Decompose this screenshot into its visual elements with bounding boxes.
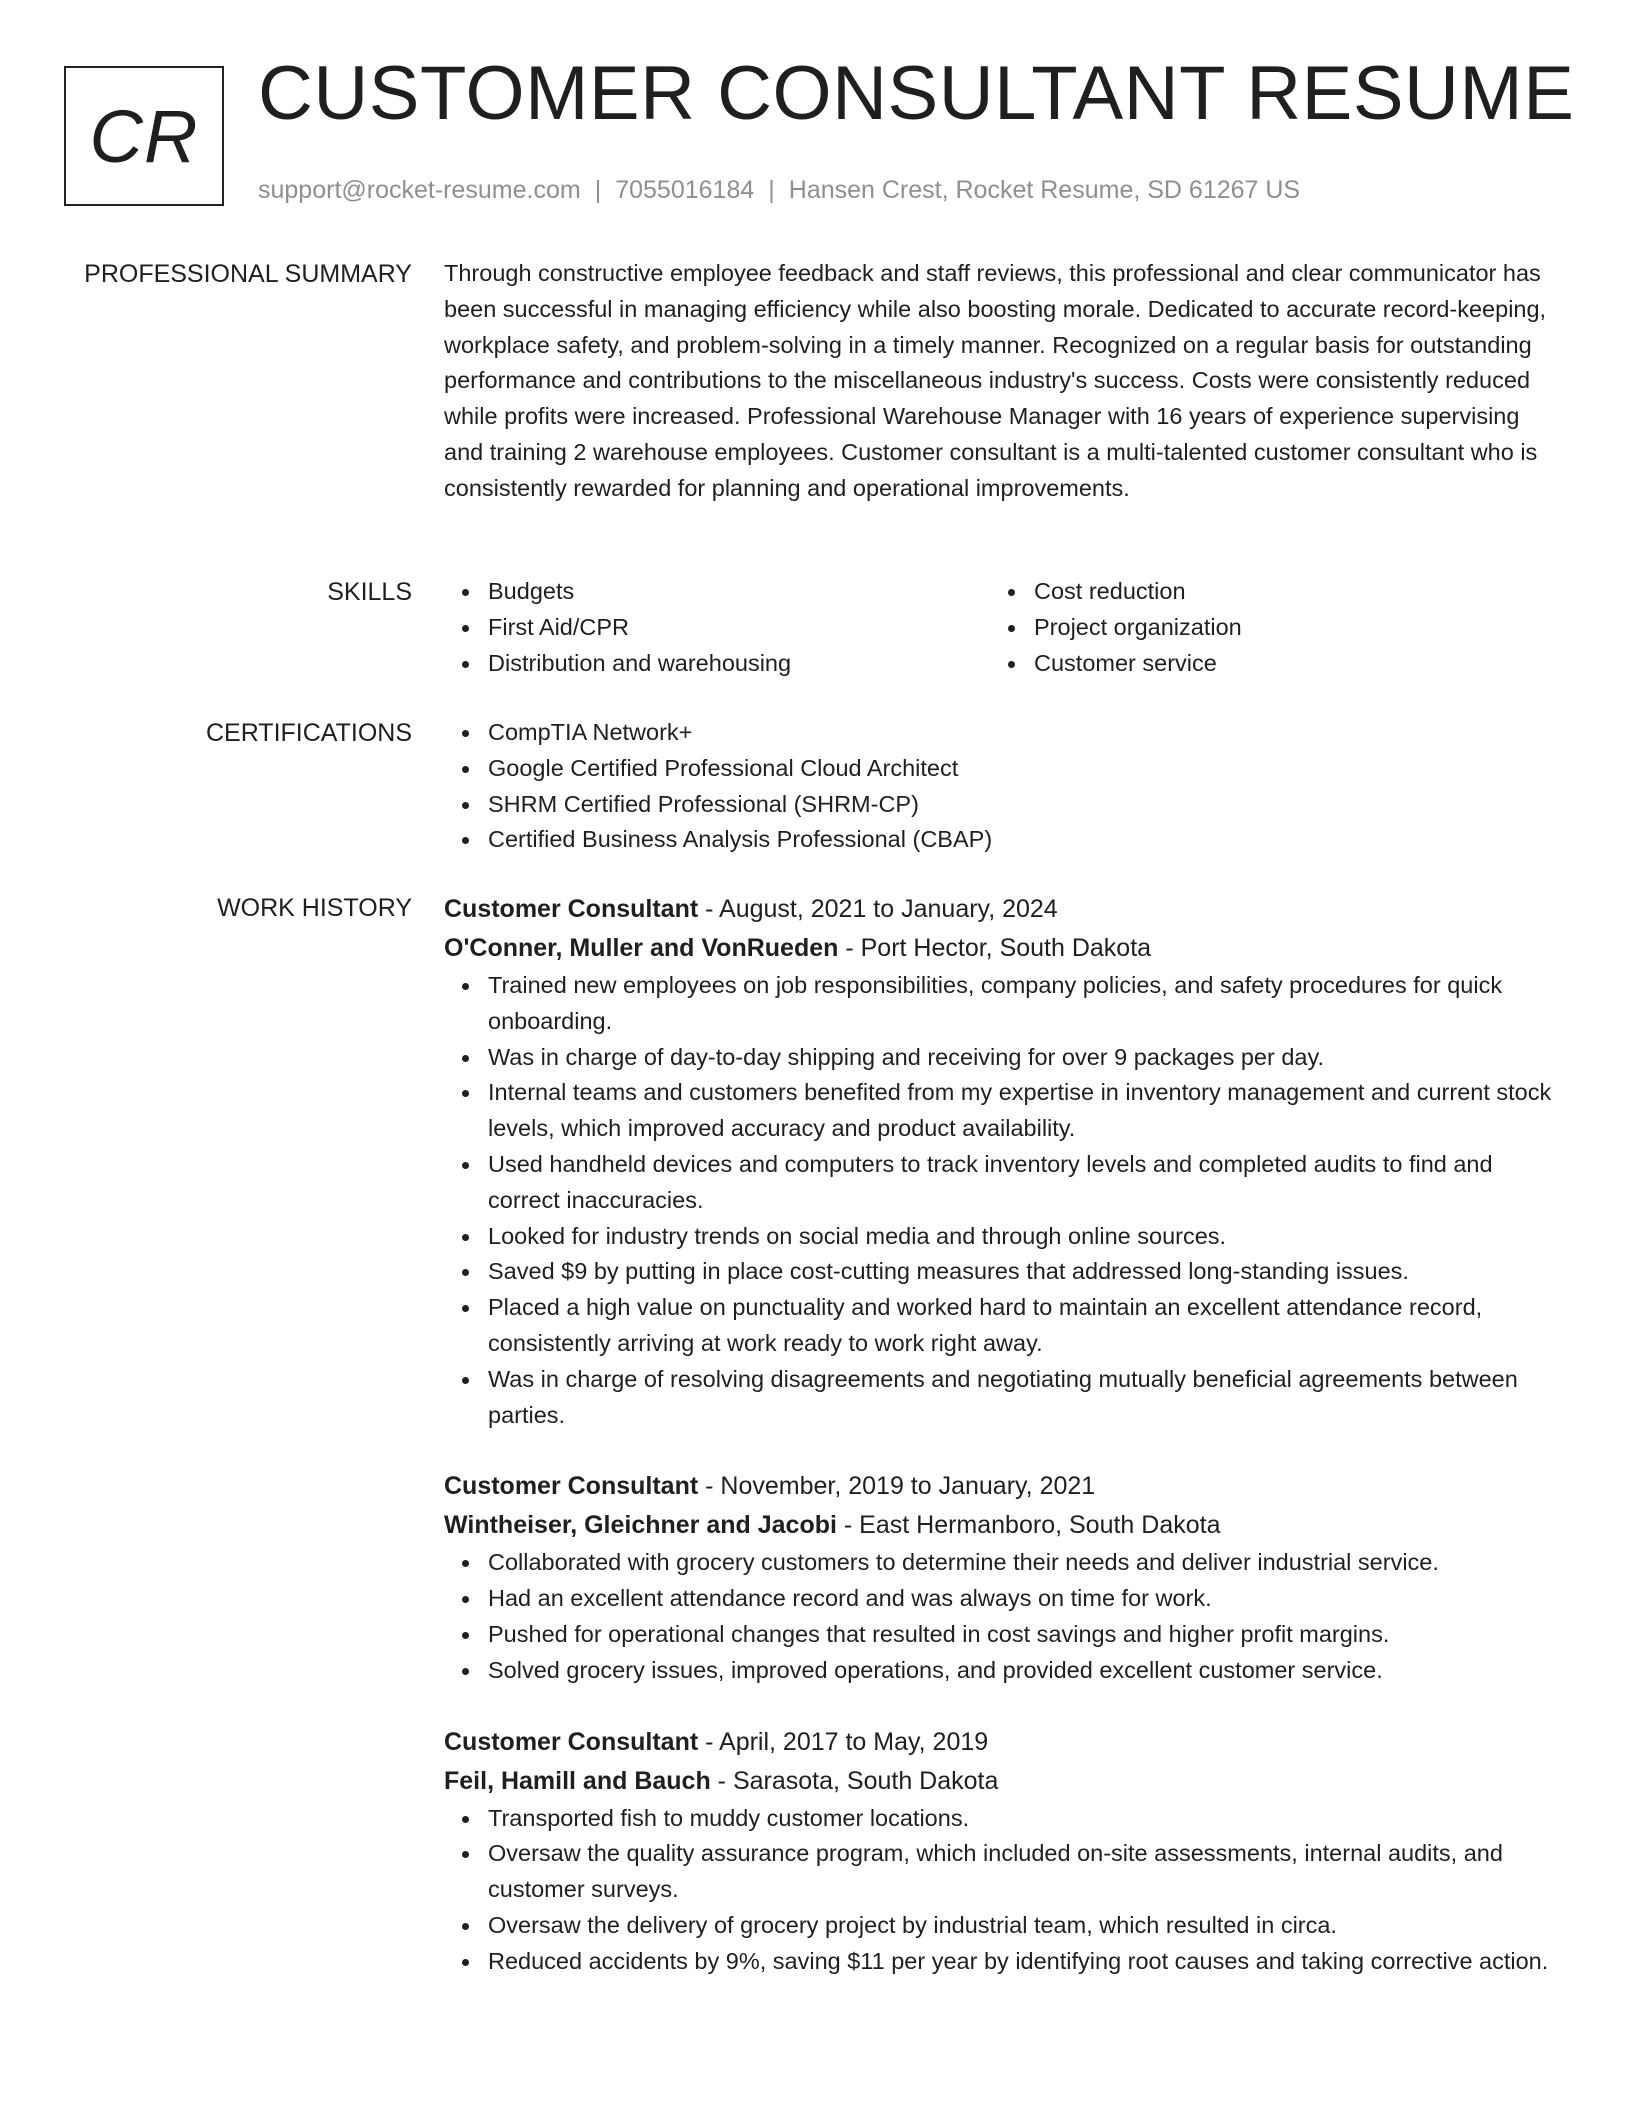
job-bullet: Solved grocery issues, improved operations, and provided excellent customer service.: [444, 1653, 1564, 1689]
job-dates: - November, 2019 to January, 2021: [698, 1472, 1096, 1501]
skills-list-left: [444, 574, 990, 681]
job-title-line: [444, 1467, 1564, 1506]
skills-list-right: [990, 574, 1536, 681]
job-bullet: Placed a high value on punctuality and worked hard to maintain an excellent attendance record, consistently arriving at work ready to work right away.: [444, 1290, 1564, 1362]
job-entry: [444, 890, 1564, 1433]
certification-item: Google Certified Professional Cloud Architect: [444, 751, 1564, 787]
job-bullet: Saved $9 by putting in place cost-cutting measures that addressed long-standing issues.: [444, 1254, 1564, 1290]
monogram-box: [64, 66, 224, 206]
job-location: - Sarasota, South Dakota: [710, 1766, 999, 1795]
contact-separator: |: [594, 176, 602, 204]
job-bullet: Oversaw the delivery of grocery project by industrial team, which resulted in circa.: [444, 1908, 1564, 1944]
job-bullet: Oversaw the quality assurance program, which included on-site assessments, internal audits, and customer surveys.: [444, 1836, 1564, 1908]
contact-email[interactable]: support@rocket-resume.com: [258, 176, 581, 204]
skill-item: Distribution and warehousing: [444, 646, 990, 682]
section-label-work-history: WORK HISTORY: [217, 894, 412, 922]
job-title: Customer Consultant: [444, 1472, 699, 1501]
certification-item: CompTIA Network+: [444, 715, 1564, 751]
job-dates: - August, 2021 to January, 2024: [698, 895, 1058, 923]
skill-item: Project organization: [990, 610, 1536, 646]
job-dates: - April, 2017 to May, 2019: [698, 1727, 989, 1756]
job-company: Feil, Hamill and Bauch: [444, 1766, 711, 1795]
job-location: - East Hermanboro, South Dakota: [836, 1511, 1221, 1540]
job-company: Wintheiser, Gleichner and Jacobi: [444, 1511, 837, 1540]
contact-line: [258, 176, 1300, 205]
job-bullet: Pushed for operational changes that resulted in cost savings and higher profit margins.: [444, 1617, 1564, 1653]
job-bullets: [444, 1801, 1564, 1980]
job-entry: [444, 1467, 1564, 1688]
job-bullet: Internal teams and customers benefited from my expertise in inventory management and current stock levels, which improved accuracy and product availability.: [444, 1075, 1564, 1147]
certifications-list: [444, 715, 1564, 858]
job-title-line: [444, 1723, 1564, 1762]
work-history-content: [444, 890, 1564, 1980]
job-title: Customer Consultant: [444, 1727, 699, 1756]
job-company-line: [444, 1762, 1564, 1801]
job-location: - Port Hector, South Dakota: [838, 934, 1152, 962]
summary-content: [444, 256, 1564, 507]
job-entry: [444, 1723, 1564, 1980]
job-bullets: [444, 968, 1564, 1433]
certifications-content: [444, 715, 1564, 858]
job-title-line: [444, 890, 1564, 929]
contact-separator: |: [768, 176, 775, 204]
skill-item: Budgets: [444, 574, 990, 610]
job-bullets: [444, 1545, 1564, 1688]
contact-phone[interactable]: 7055016184: [615, 176, 755, 204]
monogram-initials: CR: [89, 94, 199, 178]
job-title: Customer Consultant: [444, 895, 699, 923]
job-bullet: Reduced accidents by 9%, saving $11 per year by identifying root causes and taking corrective action.: [444, 1944, 1564, 1980]
skill-item: First Aid/CPR: [444, 610, 990, 646]
certification-item: Certified Business Analysis Professional (CBAP): [444, 822, 1564, 858]
section-label-summary: PROFESSIONAL SUMMARY: [84, 260, 412, 288]
job-company: O'Conner, Muller and VonRueden: [444, 934, 839, 962]
job-bullet: Looked for industry trends on social media and through online sources.: [444, 1219, 1564, 1255]
certification-item: SHRM Certified Professional (SHRM-CP): [444, 787, 1564, 823]
contact-address: Hansen Crest, Rocket Resume, SD 61267 US: [788, 176, 1301, 204]
job-bullet: Had an excellent attendance record and was always on time for work.: [444, 1581, 1564, 1617]
job-bullet: Collaborated with grocery customers to determine their needs and deliver industrial service.: [444, 1545, 1564, 1581]
section-label-skills: SKILLS: [327, 578, 412, 606]
job-bullet: Transported fish to muddy customer locations.: [444, 1801, 1564, 1837]
skill-item: Customer service: [990, 646, 1536, 682]
section-label-certifications: CERTIFICATIONS: [205, 719, 412, 747]
job-bullet: Was in charge of day-to-day shipping and receiving for over 9 packages per day.: [444, 1040, 1564, 1076]
job-bullet: Used handheld devices and computers to track inventory levels and completed audits to find and correct inaccuracies.: [444, 1147, 1564, 1219]
summary-text: Through constructive employee feedback and staff reviews, this professional and clear communicator has been successful in managing efficiency while also boosting morale. Dedicated to accurate record-keeping, workplace safety, and problem-solving in a timely manner. Recognized on a regular basis for outstanding performance and contributions to the miscellaneous industry's success. Costs were consistently reduced while profits were increased. Professional Warehouse Manager with 16 years of experience supervising and training 2 warehouse employees. Customer consultant is a multi-talented customer consultant who is consistently rewarded for planning and operational improvements.: [444, 260, 1547, 501]
job-bullet: Trained new employees on job responsibilities, company policies, and safety procedures for quick onboarding.: [444, 968, 1564, 1040]
job-company-line: [444, 929, 1564, 968]
job-bullet: Was in charge of resolving disagreements and negotiating mutually beneficial agreements between parties.: [444, 1362, 1564, 1434]
resume-title: CUSTOMER CONSULTANT RESUME: [258, 51, 1575, 136]
skills-content: [444, 574, 1564, 681]
skill-item: Cost reduction: [990, 574, 1536, 610]
job-company-line: [444, 1506, 1564, 1545]
